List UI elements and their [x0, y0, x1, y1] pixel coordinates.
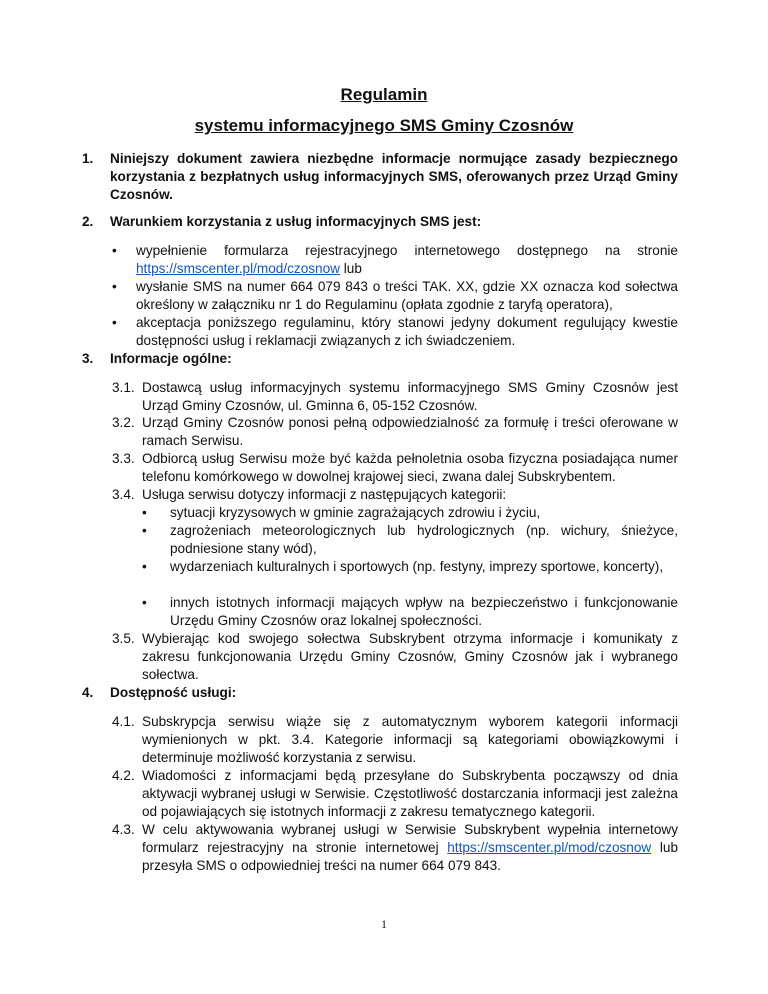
- section-2: [82, 213, 678, 231]
- subsection-number: 3.4.: [112, 487, 135, 502]
- page-number: 1: [381, 917, 387, 931]
- list-item: [142, 558, 678, 576]
- list-item-text: lub: [343, 261, 362, 276]
- list-item-text: akceptacja poniższego regulaminu, który stanowi jedyny dokument regulujący kwestie dostępności usług i reklamacji związanych z ich świadczeniem.: [136, 315, 678, 348]
- section-number: 3.: [82, 351, 94, 366]
- section-text: Niniejszy dokument zawiera niezbędne informacje normujące zasady bezpiecznego korzystania z bezpłatnych usług informacyjnych SMS, oferowanych przez Urząd Gminy Czosnów.: [110, 151, 678, 202]
- list-item-text: innych istotnych informacji mających wpływ na bezpieczeństwo i funkcjonowanie Urzędu Gminy Czosnów oraz lokalnej społeczności.: [170, 595, 678, 628]
- subsection-number: 4.3.: [112, 822, 135, 837]
- subsection-4-2: [112, 767, 678, 821]
- subsection-number: 4.2.: [112, 768, 135, 783]
- list-item: [112, 242, 678, 278]
- section-1: [82, 150, 678, 204]
- bullet-icon: •: [142, 559, 147, 574]
- bullet-icon: •: [112, 315, 117, 330]
- subsection-3-2: [112, 414, 678, 450]
- subsection-number: 3.3.: [112, 451, 135, 466]
- section-4: [82, 684, 678, 702]
- subsection-4-3: [112, 821, 678, 875]
- subsection-3-4: [112, 486, 678, 504]
- list-item-text: sytuacji kryzysowych w gminie zagrażających zdrowiu i życiu,: [170, 505, 541, 520]
- subsection-text: Urząd Gminy Czosnów ponosi pełną odpowiedzialność za formułę i treści oferowane w ramach Serwisu.: [142, 415, 678, 448]
- subsection-text: Wybierając kod swojego sołectwa Subskrybent otrzyma informacje i komunikaty z zakresu funkcjonowania Urzędu Gminy Czosnów, Gminy Czosnów jak i wybranego sołectwa.: [142, 631, 678, 682]
- list-item: [112, 314, 678, 350]
- list-item: [142, 594, 678, 630]
- bullet-icon: •: [142, 523, 147, 538]
- section-number: 2.: [82, 214, 94, 229]
- bullet-icon: •: [142, 595, 147, 610]
- section-number: 1.: [82, 151, 94, 166]
- registration-link[interactable]: https://smscenter.pl/mod/czosnow: [136, 261, 340, 276]
- list-item-text: wypełnienie formularza rejestracyjnego internetowego dostępnego na stronie: [136, 243, 678, 258]
- list-item-text: wysłanie SMS na numer 664 079 843 o treści TAK. XX, gdzie XX oznacza kod sołectwa określony w załączniku nr 1 do Regulaminu (opłata zgodnie z taryfą operatora),: [136, 279, 678, 312]
- bullet-icon: •: [142, 505, 147, 520]
- subsection-text: Dostawcą usług informacyjnych systemu informacyjnego SMS Gminy Czosnów jest Urząd Gminy Czosnów, ul. Gminna 6, 05-152 Czosnów.: [142, 380, 678, 413]
- list-item: [112, 278, 678, 314]
- section-heading: Dostępność usługi:: [110, 685, 237, 700]
- subsection-number: 3.2.: [112, 415, 135, 430]
- subsection-text: Usługa serwisu dotyczy informacji z następujących kategorii:: [142, 487, 507, 502]
- subsection-3-5: [112, 630, 678, 684]
- list-item-text: zagrożeniach meteorologicznych lub hydrologicznych (np. wichury, śnieżyce, podniesione stany wód),: [170, 523, 678, 556]
- subsection-4-1: [112, 713, 678, 767]
- section-3: [82, 350, 678, 368]
- subsection-number: 3.5.: [112, 631, 135, 646]
- list-item: [142, 504, 678, 522]
- subsection-number: 4.1.: [112, 714, 135, 729]
- subsection-text: Wiadomości z informacjami będą przesyłane do Subskrybenta począwszy od dnia aktywacji wybranej usługi w Serwisie. Częstotliwość dostarczania informacji jest zależna od pojawiających się istotnych informacji z zakresu tematycznego kategorii.: [142, 768, 678, 819]
- list-item-text: wydarzeniach kulturalnych i sportowych (np. festyny, imprezy sportowe, koncerty),: [170, 559, 664, 574]
- section-heading: Informacje ogólne:: [110, 351, 232, 366]
- subsection-text: lub przesyła SMS o odpowiedniej treści na numer 664 079 843.: [142, 840, 679, 873]
- bullet-icon: •: [112, 279, 117, 294]
- registration-link[interactable]: https://smscenter.pl/mod/czosnow: [447, 840, 652, 855]
- section-number: 4.: [82, 685, 94, 700]
- subsection-3-1: [112, 379, 678, 415]
- document-title: Regulamin: [340, 85, 428, 104]
- bullet-icon: •: [112, 243, 117, 258]
- subsection-number: 3.1.: [112, 380, 135, 395]
- subsection-text: W celu aktywowania wybranej usługi w Serwisie Subskrybent wypełnia internetowy formularz rejestracyjny na stronie internetowej: [142, 822, 678, 855]
- list-item: [142, 522, 678, 558]
- subsection-text: Odbiorcą usług Serwisu może być każda pełnoletnia osoba fizyczna posiadająca numer telefonu komórkowego w dowolnej krajowej sieci, zwana dalej Subskrybentem.: [142, 451, 678, 484]
- document-subtitle: systemu informacyjnego SMS Gminy Czosnów: [194, 116, 574, 135]
- subsection-text: Subskrypcja serwisu wiąże się z automatycznym wyborem kategorii informacji wymienionych w pkt. 3.4. Kategorie informacji są kategoriami obowiązkowymi i determinuje możliwość korzystania z serwisu.: [142, 714, 678, 765]
- subsection-3-3: [112, 450, 678, 486]
- section-heading: Warunkiem korzystania z usług informacyjnych SMS jest:: [110, 214, 482, 229]
